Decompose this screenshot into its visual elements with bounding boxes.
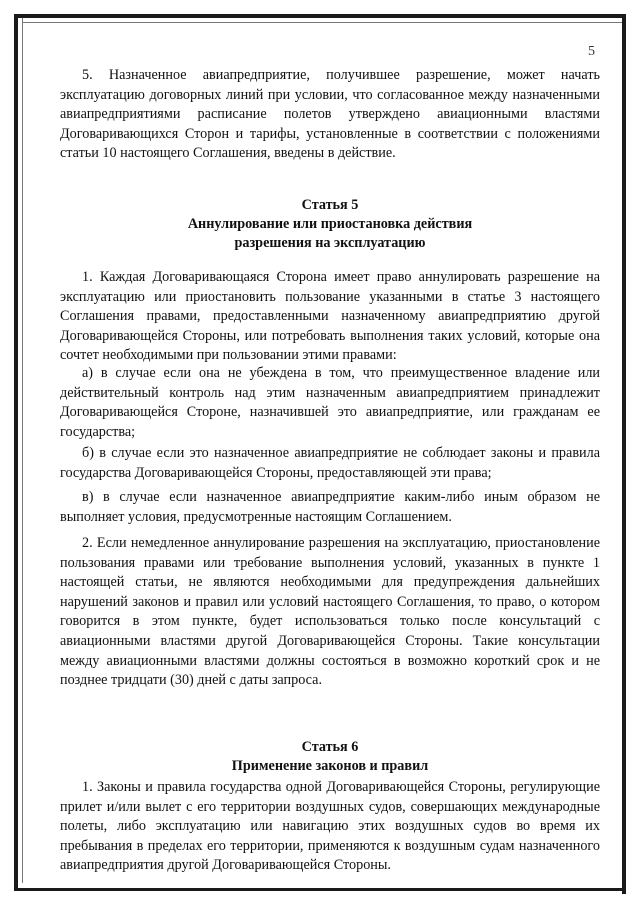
paragraph-article4-item5: 5. Назначенное авиапредприятие, получившее разрешение, может начать эксплуатацию договорных линий при условии, что согласованное между назначенными авиапредприятиями расписание полетов утверждено авиационными властями Договаривающихся Сторон и тарифы, установленные в соответствии с положениями статьи 10 настоящего Соглашения, введены в действие. bbox=[60, 67, 600, 162]
page-frame-right bbox=[622, 14, 626, 894]
page-frame-bottom bbox=[14, 888, 626, 891]
page-frame-left bbox=[14, 14, 18, 889]
page-frame-top bbox=[14, 14, 626, 18]
article6-number: Статья 6 bbox=[301, 739, 359, 755]
article5-paragraph-2: 2. Если немедленное аннулирование разрешения на эксплуатацию, приостановление пользования правами или требование выполнения условий, указанных в пункте 1 настоящей статьи, не являются необходимыми для предупреждения дальнейших нарушений законов и правил или условий настоящего Соглашения, то право, о котором говорится в этом пункте, будет использоваться только после консультаций с авиационными властями другой Договаривающейся Стороны. Такие консультации между авиационными властями должны состояться в возможно короткий срок и не позднее тридцати (30) дней с даты запроса. bbox=[60, 535, 600, 689]
page-frame-left-inner bbox=[22, 18, 23, 883]
article5-item-a: а) в случае если она не убеждена в том, что преимущественное владение или действительный контроль над этим назначенным авиапредприятием принадлежит Договаривающейся Стороне, назначившей это авиапредприятие, или гражданам ее государства; bbox=[60, 365, 600, 440]
page-number: 5 bbox=[588, 44, 595, 59]
article5-title-line1: Аннулирование или приостановка действия bbox=[187, 216, 473, 232]
article5-item-c: в) в случае если назначенное авиапредприятие каким-либо иным образом не выполняет условия, предусмотренные настоящим Соглашением. bbox=[60, 489, 600, 525]
article5-paragraph-1: 1. Каждая Договаривающаяся Сторона имеет право аннулировать разрешение на эксплуатацию или приостановить пользование указанными в статье 3 настоящего Соглашения правами, предоставленными назначенному авиапредприятию другой Договаривающейся Стороны, или потребовать выполнения таких условий, которые она сочтет необходимыми при пользовании этими правами: bbox=[60, 269, 600, 364]
article6-title: Применение законов и правил bbox=[231, 758, 429, 774]
article5-item-b: б) в случае если это назначенное авиапредприятие не соблюдает законы и правила государства Договаривающейся Стороны, предоставляющей эти права; bbox=[60, 445, 600, 481]
article5-title-line2: разрешения на эксплуатацию bbox=[234, 235, 426, 251]
article5-heading bbox=[60, 196, 600, 253]
article6-heading bbox=[60, 738, 600, 776]
article6-paragraph-1: 1. Законы и правила государства одной Договаривающейся Стороны, регулирующие прилет и/или вылет с его территории воздушных судов, совершающих международные полеты, либо эксплуатацию или навигацию этих воздушных судов во время их пребывания в пределах его территории, применяются к воздушным судам назначенного авиапредприятия другой Договаривающейся Стороны. bbox=[60, 779, 600, 874]
page-frame-top-inner bbox=[22, 22, 622, 23]
article5-number: Статья 5 bbox=[301, 197, 359, 213]
